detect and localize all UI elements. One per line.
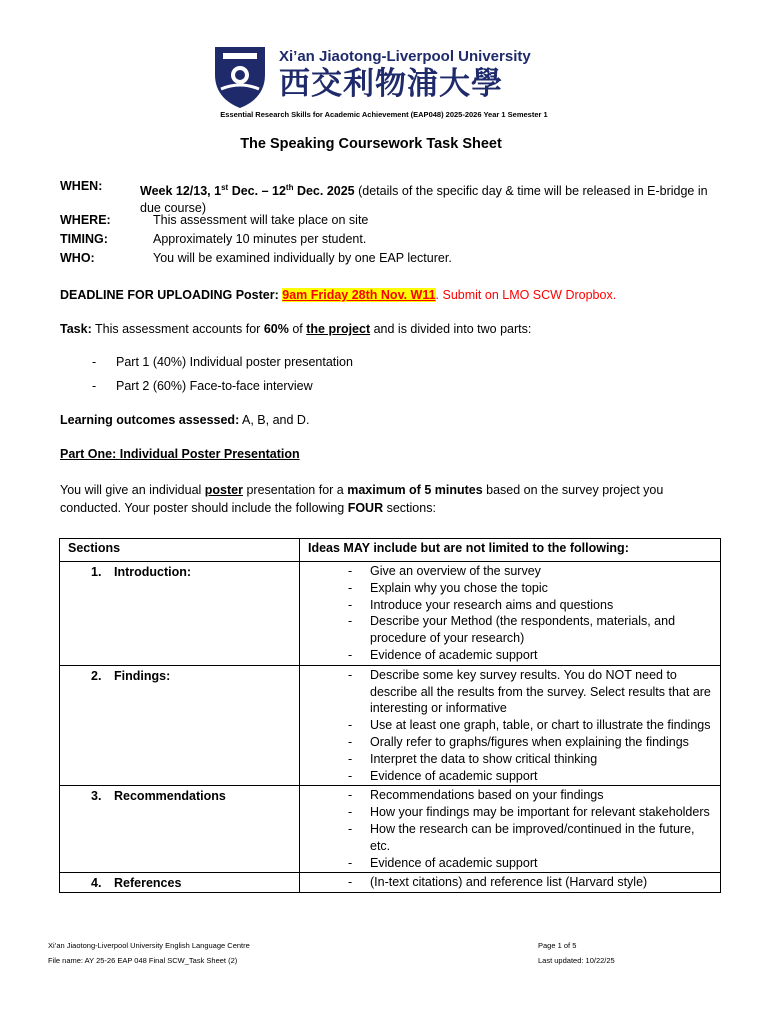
- task-line: [60, 322, 531, 336]
- list-dash: -: [92, 379, 97, 393]
- course-line: Essential Research Skills for Academic Achievement (EAP048) 2025-2026 Year 1 Semester 1: [220, 110, 548, 119]
- ideas-cell: [300, 786, 721, 873]
- when-sup2: th: [285, 183, 294, 192]
- table-row: [60, 786, 721, 873]
- when-rest: (details of the specific day & time will be released in E-bridge in due course): [140, 184, 708, 216]
- intro-text: presentation for a: [242, 483, 348, 497]
- list-item: - Describe some key survey results. You do NOT need to describe all the results from the survey. Select results that are interesting or informative: [300, 667, 712, 717]
- section-cell: [60, 786, 300, 873]
- list-item: - Describe your Method (the respondents, materials, and procedure of your research): [300, 613, 712, 647]
- where-label: WHERE:: [60, 213, 111, 227]
- when-end: Dec. 2025: [293, 184, 355, 199]
- table-header-row: [60, 539, 721, 562]
- list-item: - Give an overview of the survey: [300, 563, 712, 580]
- intro-max: maximum of 5 minutes: [347, 483, 483, 497]
- section-name: Introduction:: [114, 565, 192, 579]
- section-number: 4.: [91, 876, 102, 891]
- timing-label: TIMING:: [60, 232, 108, 246]
- section-name: Findings:: [114, 668, 171, 683]
- footer-org: Xi’an Jiaotong-Liverpool University English Language Centre: [48, 941, 250, 950]
- who-value: You will be examined individually by one EAP lecturer.: [153, 251, 452, 265]
- when-week: Week 12/13, 1: [140, 184, 222, 199]
- section-number: 3.: [91, 789, 102, 804]
- col-header-sections: Sections: [60, 539, 300, 562]
- ideas-cell: [300, 665, 721, 786]
- intro-four: FOUR: [347, 501, 384, 515]
- ideas-list: [300, 666, 720, 786]
- footer-filename: File name: AY 25-26 EAP 048 Final SCW_Task Sheet (2): [48, 956, 238, 965]
- list-item: - Evidence of academic support: [300, 768, 712, 785]
- list-dash: -: [92, 355, 97, 369]
- task-project: the project: [306, 322, 371, 336]
- intro-text: based on the survey project you conducted. Your poster should include the following: [60, 483, 664, 515]
- when-mid: Dec. – 12: [228, 184, 286, 199]
- intro-paragraph: [60, 481, 710, 517]
- footer-page-number: Page 1 of 5: [538, 941, 577, 950]
- learning-outcomes: [60, 413, 309, 427]
- outcomes-value: A, B, and D.: [239, 413, 310, 427]
- part-1-item: Part 1 (40%) Individual poster presentation: [116, 355, 353, 369]
- list-item: - How your findings may be important for relevant stakeholders: [300, 804, 712, 821]
- ideas-list: [300, 562, 720, 665]
- list-item: - (In-text citations) and reference list (Harvard style): [300, 874, 712, 891]
- ideas-cell: [300, 562, 721, 666]
- where-value: This assessment will take place on site: [153, 213, 369, 227]
- task-label: Task:: [60, 322, 92, 336]
- outcomes-label: Learning outcomes assessed:: [60, 413, 240, 427]
- section-name: References: [114, 876, 182, 891]
- table-row: [60, 873, 721, 893]
- intro-text: You will give an individual: [60, 483, 205, 497]
- col-header-ideas: Ideas MAY include but are not limited to the following:: [300, 539, 721, 562]
- task-text: of: [288, 322, 307, 336]
- list-item: - Interpret the data to show critical thinking: [300, 751, 712, 768]
- deadline-submit: . Submit on LMO SCW Dropbox.: [435, 288, 617, 302]
- university-name-cn: 西交利物浦大學: [279, 66, 503, 102]
- list-item: - Use at least one graph, table, or chart to illustrate the findings: [300, 717, 712, 734]
- section-cell: [60, 562, 300, 666]
- deadline-line: [60, 288, 616, 302]
- ideas-list: [300, 873, 720, 892]
- sections-table: [59, 538, 721, 893]
- university-logo: [213, 45, 267, 109]
- list-item: - Evidence of academic support: [300, 647, 712, 664]
- task-text: This assessment accounts for: [91, 322, 264, 336]
- deadline-label: DEADLINE FOR UPLOADING Poster:: [60, 288, 279, 302]
- intro-text: sections:: [383, 501, 436, 515]
- part-2-item: Part 2 (60%) Face-to-face interview: [116, 379, 313, 393]
- ideas-cell: [300, 873, 721, 893]
- task-percent: 60%: [263, 322, 289, 336]
- table-row: [60, 562, 721, 666]
- list-item: - Explain why you chose the topic: [300, 580, 712, 597]
- timing-value: Approximately 10 minutes per student.: [153, 232, 367, 246]
- who-label: WHO:: [60, 251, 95, 265]
- footer-last-updated: Last updated: 10/22/25: [538, 956, 615, 965]
- intro-poster: poster: [204, 483, 243, 497]
- university-name-en: Xi’an Jiaotong-Liverpool University: [279, 48, 531, 65]
- ideas-list: [300, 786, 720, 872]
- list-item: - Evidence of academic support: [300, 855, 712, 872]
- list-item: - Introduce your research aims and questions: [300, 597, 712, 614]
- section-number: 2.: [91, 668, 102, 683]
- table-row: [60, 665, 721, 786]
- list-item: - Orally refer to graphs/figures when explaining the findings: [300, 734, 712, 751]
- section-cell: [60, 873, 300, 893]
- list-item: - How the research can be improved/continued in the future, etc.: [300, 821, 712, 855]
- task-text: and is divided into two parts:: [370, 322, 532, 336]
- part-one-heading: Part One: Individual Poster Presentation: [60, 447, 300, 461]
- deadline-date: 9am Friday 28th Nov. W11: [282, 288, 436, 302]
- section-number: 1.: [91, 565, 102, 579]
- section-name: Recommendations: [114, 789, 226, 804]
- page-title: The Speaking Coursework Task Sheet: [240, 136, 502, 152]
- section-cell: [60, 665, 300, 786]
- when-label: WHEN:: [60, 179, 103, 193]
- when-sup1: st: [221, 183, 229, 192]
- list-item: - Recommendations based on your findings: [300, 787, 712, 804]
- when-value: [140, 179, 730, 217]
